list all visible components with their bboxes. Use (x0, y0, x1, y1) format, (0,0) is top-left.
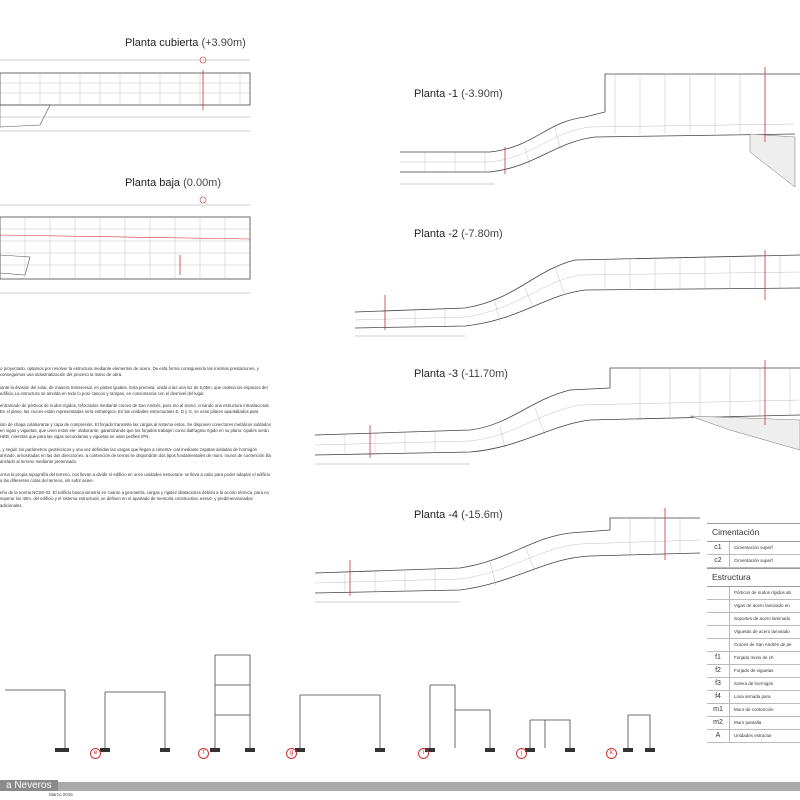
plan-m1-drawing (395, 62, 800, 192)
title-planta-m4: Planta -4 (-15.6m) (414, 509, 503, 521)
legend-code (707, 600, 730, 612)
legend-code: c2 (707, 555, 730, 567)
legend-desc: Soportes de acero laminado (734, 616, 791, 621)
footer-date: Marzo 2016 (49, 792, 73, 797)
legend-desc: Losa armada para (734, 694, 771, 699)
paragraph-5: , y según los parámetros geotécnicos y una vez definidas las cargas que llegan a cimenta- cial mediante zapatas aisladas de hormigón armado, arriostradas en las dos direcciones. a contención de tierras se dispondrán dos tipos fundamentales de muro: muros de contención illa anclado al terreno mediante pretensado. (0, 446, 271, 465)
legend-desc: Muro pantalla (734, 720, 762, 725)
footer-bar (0, 782, 800, 791)
section-letter-f: f (198, 748, 209, 759)
paragraph-7: eño de la norma NCSE-02. El edificio busca simetría en cuanto a geometría, cargas y rigidez dilataciones debido a la acción térmica, para no superar los 40m. del edificio y el sistema estructural, se definen en el apartado de memoria constructiva, estruc- y predimensionados adicionales. (0, 490, 269, 508)
section-letter-e: e (90, 748, 101, 759)
legend-code: m2 (707, 717, 730, 729)
legend-desc: Pórticos de nudos rígidos ab (734, 590, 792, 595)
legend-desc: Forjado mixto de ch (734, 655, 774, 660)
legend-row (707, 704, 800, 717)
legend-desc: Viguetas de acero laminado (734, 629, 790, 634)
legend-code: f2 (707, 665, 730, 677)
legend-desc: Cimentación superf (734, 558, 773, 563)
legend-row (707, 542, 800, 555)
section-letter-k: k (606, 748, 617, 759)
legend-row (707, 626, 800, 639)
legend-code: f3 (707, 678, 730, 690)
legend-code: m1 (707, 704, 730, 716)
plan-cubierta-drawing (0, 55, 270, 145)
title-planta-m1: Planta -1 (-3.90m) (414, 88, 503, 100)
legend-desc: Forjado de viguetas (734, 668, 774, 673)
paragraph-1: o proyectado, optamos por resolver la estructura mediante elementos de acero. De esta forma consiguiendo las mismas prestaciones, y conseguimos una industrialización del proceso la mano de obra. (0, 366, 259, 378)
title-planta-m2: Planta -2 (-7.80m) (414, 228, 503, 240)
legend-row (707, 587, 800, 600)
legend-code: f1 (707, 652, 730, 664)
legend-desc: Solera de hormigón (734, 681, 774, 686)
legend-desc: Muro de contención (734, 707, 774, 712)
legend-row (707, 555, 800, 568)
legend-table (707, 523, 800, 743)
plan-m2-drawing (345, 240, 800, 340)
legend-code (707, 639, 730, 651)
legend-row (707, 730, 800, 743)
paragraph-3: entramado de pórticos de nudos rígidos, reforzados mediante cruces de San Andrés, para mo al sismo, creando una estructura intraslacional. En el plano, las cruces están representadas nera estratégica. En las unidades estructurales E, D y G, se usan pilares apantallados para (0, 403, 270, 415)
plan-m4-drawing (310, 498, 705, 608)
legend-row (707, 691, 800, 704)
paragraph-2: iante la división del solar, de manera transversal, en partes iguales. Esta premisa, unida a las una luz de 5,05m, que ordena los espacios del edificio.La estructura se amolda en todo lo posi- tancos y rampas, en consonancia con el desnivel del lugar. (0, 384, 268, 396)
plan-baja-drawing (0, 195, 270, 305)
legend-row (707, 652, 800, 665)
footer (0, 778, 800, 800)
legend-estructura-title: Estructura (707, 568, 800, 587)
legend-desc: Vigas de acero laminado en (734, 603, 790, 608)
legend-row (707, 639, 800, 652)
legend-code (707, 613, 730, 625)
section-details (0, 650, 700, 760)
legend-code: f4 (707, 691, 730, 703)
paragraph-6: orma la propia topografía del terreno, nos llevan a dividir el edificio en once unidades estructura- se lleva a cabo para poder adaptar el edificio a las diferentes cotas del terreno, sin sufrir asien- (0, 471, 271, 483)
paragraph-4: ixto de chapa colaborante y capa de compresión. El forjado transmite las cargas al sistema estos. Se disponen conectores metálicos soldados en vigas y viguetas, que unen estos ele- olaborante, garantizando que los forjados trabajen como diafragma rígido en su plano. cipales serán HEB, mientras que para las vigas secundarias y viguetas se usan perfiles IPN. (0, 421, 271, 440)
structure-description (0, 366, 272, 515)
title-planta-baja: Planta baja (0.00m) (125, 177, 222, 189)
legend-code (707, 587, 730, 599)
section-letter-g: g (286, 748, 297, 759)
section-letter-i: i (418, 748, 429, 759)
legend-cimentacion-title: Cimentación (707, 523, 800, 542)
legend-row (707, 678, 800, 691)
legend-code (707, 626, 730, 638)
author-name: a Neveros (0, 780, 58, 791)
legend-row (707, 665, 800, 678)
legend-code: A (707, 730, 730, 742)
title-planta-m3: Planta -3 (-11.70m) (414, 368, 508, 380)
legend-desc: Unidades estructur (734, 733, 772, 738)
legend-row (707, 613, 800, 626)
legend-desc: Cruces de San Andrés de pe (734, 642, 792, 647)
section-letter-j: j (516, 748, 527, 759)
legend-row (707, 600, 800, 613)
plan-m3-drawing (310, 360, 800, 470)
legend-desc: Cimentación superf (734, 545, 773, 550)
legend-code: c1 (707, 542, 730, 554)
title-planta-cubierta: Planta cubierta (+3.90m) (125, 37, 246, 49)
legend-row (707, 717, 800, 730)
